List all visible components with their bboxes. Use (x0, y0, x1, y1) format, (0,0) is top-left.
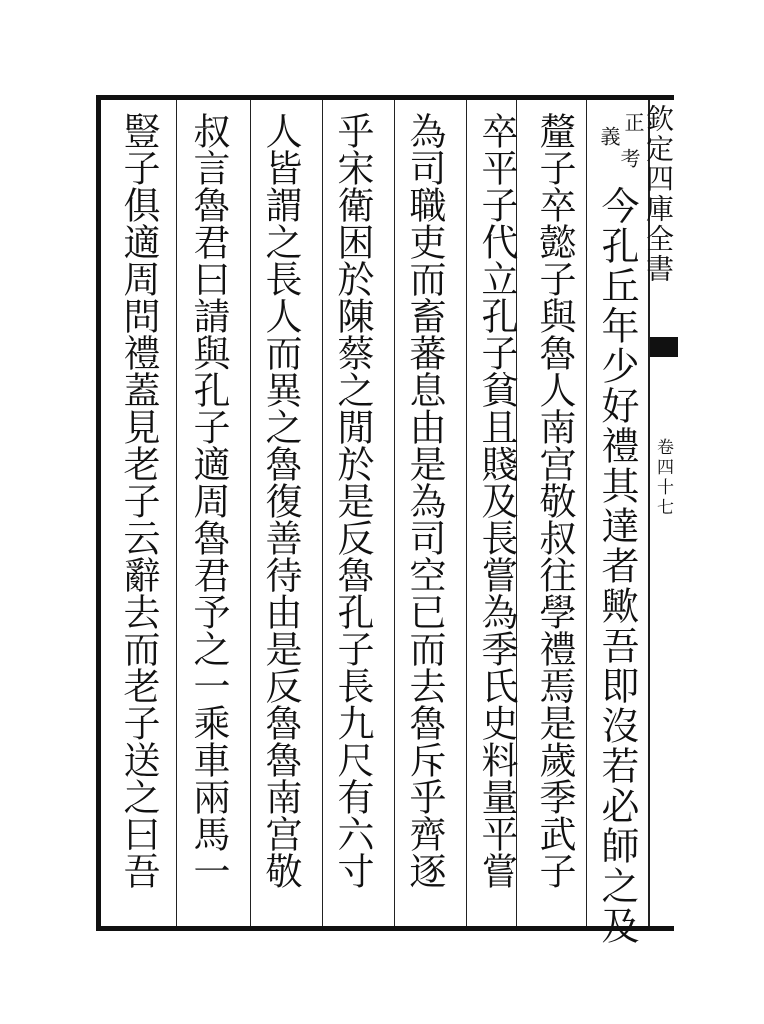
text-column-7: 叔言魯君曰請與孔子適周魯君予之一乘車兩馬一 (187, 112, 230, 889)
juan-label: 卷四十七 (653, 438, 673, 518)
column-divider (322, 100, 323, 926)
annotation-yi: 義 (597, 126, 621, 154)
column-divider (466, 100, 467, 926)
text-column-5: 乎宋衛困於陳蔡之閒於是反魯孔子長九尺有六寸 (331, 112, 374, 889)
column-divider (394, 100, 395, 926)
text-column-2: 釐子卒懿子與魯人南宫敬叔往學禮焉是歲季武子 (533, 112, 576, 889)
text-column-4: 為司職吏而畜蕃息由是為司空已而去魯斥乎齊逐 (403, 112, 446, 889)
text-column-6: 人皆謂之長人而異之魯復善待由是反魯魯南宫敬 (259, 112, 302, 889)
column-divider (250, 100, 251, 926)
column-divider (586, 100, 587, 926)
text-column-3: 卒平子代立孔子貧且賤及長嘗為季氏史料量平嘗 (475, 112, 518, 889)
annotation-kao: 考 (617, 148, 641, 176)
text-column-8: 豎子俱適周問禮蓋見老子云辭去而老子送之曰吾 (117, 112, 160, 889)
book-title: 欽定四庫全書 (642, 104, 675, 284)
fish-tail-mark (650, 337, 678, 357)
annotation-zheng: 正 (621, 112, 645, 140)
column-divider (176, 100, 177, 926)
text-column-1: 今孔丘年少好禮其達者歟吾即沒若必師之及 (595, 186, 639, 946)
